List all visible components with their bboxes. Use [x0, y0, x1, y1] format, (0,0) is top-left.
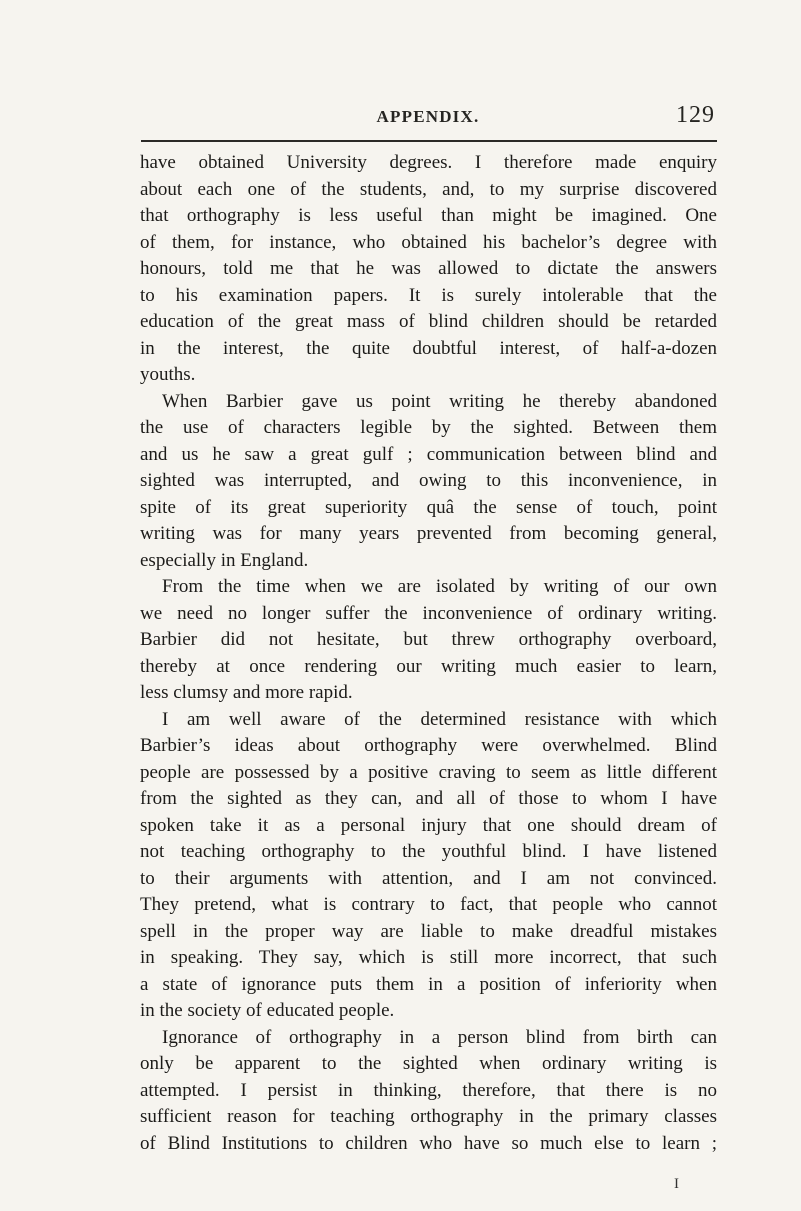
text-line: sufficient reason for teaching orthography in the primary classes: [140, 1106, 717, 1127]
page-header: [141, 97, 715, 137]
text-line: in speaking. They say, which is still more incorrect, that such: [140, 947, 717, 968]
text-line: and us he saw a great gulf ; communication between blind and: [140, 443, 717, 465]
text-line: spell in the proper way are liable to make dreadful mistakes: [140, 920, 717, 942]
running-head: APPENDIX.: [376, 107, 480, 126]
text-line: When Barbier gave us point writing he thereby abandoned: [162, 390, 717, 412]
text-line: in the interest, the quite doubtful interest, of half-a-dozen: [140, 337, 717, 359]
text-line: I am well aware of the determined resistance with which: [162, 708, 717, 730]
text-line: of them, for instance, who obtained his bachelor’s degree with: [140, 231, 717, 253]
body-text: [140, 150, 717, 1157]
text-line: in the society of educated people.: [140, 1000, 395, 1021]
text-line: attempted. I persist in thinking, therefore, that there is no: [140, 1079, 717, 1101]
text-line: of Blind Institutions to children who have so much else to learn ;: [140, 1132, 717, 1154]
signature-mark: I: [674, 1176, 679, 1192]
text-line: thereby at once rendering our writing much easier to learn,: [140, 655, 717, 677]
text-line: not teaching orthography to the youthful blind. I have listened: [140, 841, 717, 862]
text-line: From the time when we are isolated by writing of our own: [162, 576, 717, 597]
text-line: sighted was interrupted, and owing to this inconvenience, in: [140, 470, 717, 491]
text-line: only be apparent to the sighted when ordinary writing is: [140, 1053, 717, 1074]
text-line: spoken take it as a personal injury that one should dream of: [140, 814, 717, 836]
text-line: we need no longer suffer the inconvenience of ordinary writing.: [140, 602, 717, 624]
text-line: the use of characters legible by the sighted. Between them: [140, 417, 717, 438]
text-line: Ignorance of orthography in a person blind from birth can: [162, 1026, 717, 1048]
text-line: honours, told me that he was allowed to dictate the answers: [140, 258, 717, 279]
text-line: spite of its great superiority quâ the sense of touch, point: [140, 496, 717, 518]
header-rule: [141, 140, 717, 142]
text-line: writing was for many years prevented from becoming general,: [140, 523, 717, 544]
text-line: to his examination papers. It is surely intolerable that the: [140, 284, 717, 306]
text-line: especially in England.: [140, 549, 309, 571]
text-line: Barbier did not hesitate, but threw orthography overboard,: [140, 629, 717, 650]
text-line: a state of ignorance puts them in a position of inferiority when: [140, 973, 717, 995]
text-line: have obtained University degrees. I therefore made enquiry: [140, 152, 717, 173]
text-line: less clumsy and more rapid.: [140, 682, 353, 703]
text-line: to their arguments with attention, and I am not convinced.: [140, 867, 717, 889]
page-number: 129: [676, 102, 715, 128]
text-line: youths.: [140, 364, 196, 385]
text-line: people are possessed by a positive craving to seem as little different: [140, 761, 717, 783]
text-line: education of the great mass of blind children should be retarded: [140, 311, 717, 332]
text-line: Barbier’s ideas about orthography were overwhelmed. Blind: [140, 735, 717, 756]
text-line: about each one of the students, and, to my surprise discovered: [140, 178, 717, 200]
text-line: They pretend, what is contrary to fact, that people who cannot: [140, 894, 717, 915]
text-line: that orthography is less useful than might be imagined. One: [140, 205, 717, 226]
text-line: from the sighted as they can, and all of those to whom I have: [140, 788, 717, 809]
